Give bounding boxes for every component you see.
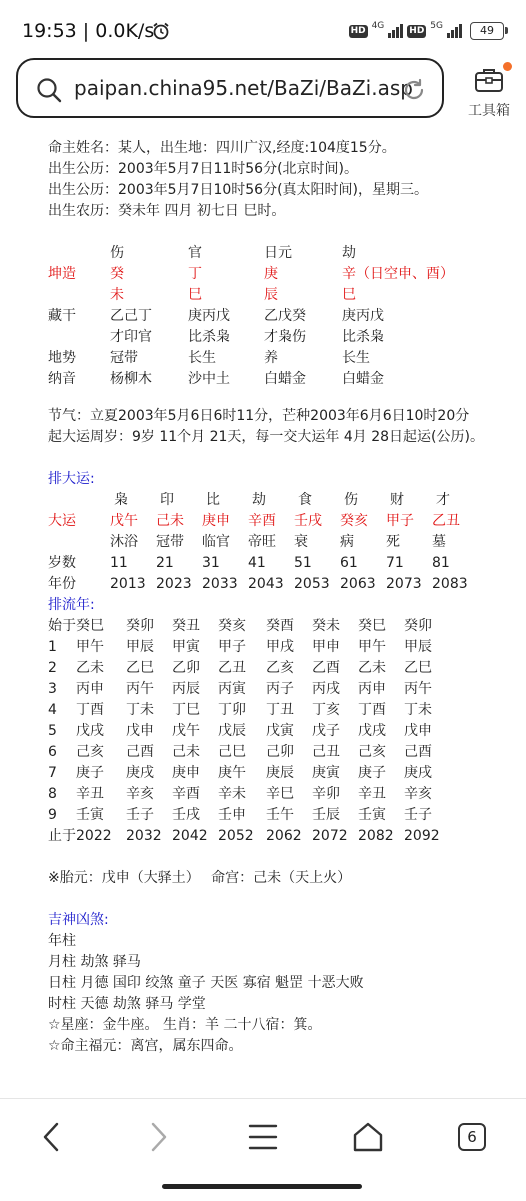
qiyun-line: 起大运周岁：9岁 11个月 21天，每一交大运年 4月 28日起运(公历)。 [48, 429, 484, 445]
liunian-start-1: 癸卯 [126, 618, 154, 634]
info-name: 命主姓名：某人，出生地：四川广汉,经度:104度15分。 [48, 140, 396, 156]
liunian-start-7: 癸卯 [404, 618, 432, 634]
liunian-cell-5: 乙酉 [312, 660, 340, 676]
dayun-ganzhi-2: 庚申 [202, 513, 230, 529]
canggan-label: 藏干 [48, 308, 76, 324]
liunian-cell-7: 戊申 [404, 723, 432, 739]
dayun-label: 大运 [48, 513, 76, 529]
liunian-cell-6: 丙申 [358, 681, 386, 697]
canggan-month: 庚丙戊 [188, 308, 230, 324]
liunian-cell-2: 丙辰 [172, 681, 200, 697]
shishen-7: 才 [436, 492, 450, 508]
dayun-year-4: 2053 [294, 576, 330, 592]
liunian-row-number: 2 [48, 660, 57, 676]
dayun-ganzhi-6: 甲子 [386, 513, 414, 529]
liunian-cell-2: 乙卯 [172, 660, 200, 676]
dayun-ganzhi-4: 壬戌 [294, 513, 322, 529]
canggan-ss-month: 比杀枭 [188, 329, 230, 345]
liunian-cell-1: 壬子 [126, 807, 154, 823]
liunian-cell-3: 己巳 [218, 744, 246, 760]
signal-icon [388, 24, 403, 38]
liunian-row-number: 3 [48, 681, 57, 697]
dishi-hour: 长生 [342, 350, 370, 366]
shensha-day: 日柱 月德 国印 绞煞 童子 天医 寡宿 魁罡 十恶大败 [48, 975, 364, 991]
liunian-end-5: 2072 [312, 828, 348, 844]
liunian-cell-6: 乙未 [358, 660, 386, 676]
dayun-dishi-4: 衰 [294, 534, 308, 550]
liunian-cell-0: 壬寅 [76, 807, 104, 823]
dayun-dishi-3: 帝旺 [248, 534, 276, 550]
dayun-year-5: 2063 [340, 576, 376, 592]
liunian-cell-6: 丁酉 [358, 702, 386, 718]
liunian-cell-6: 戊戌 [358, 723, 386, 739]
dizhi-month: 巳 [188, 287, 202, 303]
home-icon[interactable] [352, 1121, 384, 1157]
liunian-cell-3: 辛未 [218, 786, 246, 802]
liunian-cell-0: 己亥 [76, 744, 104, 760]
liunian-cell-0: 丁酉 [76, 702, 104, 718]
liunian-start-2: 癸丑 [172, 618, 200, 634]
tiangan-month: 丁 [188, 266, 202, 282]
dayun-ganzhi-5: 癸亥 [340, 513, 368, 529]
liunian-cell-3: 乙丑 [218, 660, 246, 676]
tiangan-hour: 辛（日空申、酉） [342, 266, 454, 282]
toolbox-label: 工具箱 [468, 103, 510, 119]
dayun-ganzhi-3: 辛酉 [248, 513, 276, 529]
liunian-cell-7: 甲辰 [404, 639, 432, 655]
network-type-1: 4G [371, 21, 385, 31]
liunian-cell-3: 丙寅 [218, 681, 246, 697]
liunian-cell-7: 己酉 [404, 744, 432, 760]
dizhi-day: 辰 [264, 287, 278, 303]
liunian-row-number: 9 [48, 807, 57, 823]
forward-icon[interactable] [146, 1121, 170, 1157]
shishen-4: 食 [298, 492, 312, 508]
dayun-age-5: 61 [340, 555, 358, 571]
liunian-start-0: 癸巳 [76, 618, 104, 634]
liunian-cell-7: 辛亥 [404, 786, 432, 802]
battery-icon: 49 [470, 22, 504, 40]
dayun-title[interactable]: 排大运: [48, 471, 95, 487]
liunian-end-0: 2022 [76, 828, 112, 844]
dayun-dishi-0: 沐浴 [110, 534, 138, 550]
dayun-year-6: 2073 [386, 576, 422, 592]
dayun-ganzhi-1: 己未 [156, 513, 184, 529]
toolbox-button[interactable] [460, 62, 518, 122]
liunian-end-7: 2092 [404, 828, 440, 844]
shishen-year: 伤 [110, 245, 124, 261]
dayun-year-2: 2033 [202, 576, 238, 592]
liunian-cell-7: 壬子 [404, 807, 432, 823]
dishi-label: 地势 [48, 350, 76, 366]
liunian-cell-5: 辛卯 [312, 786, 340, 802]
dayun-age-4: 51 [294, 555, 312, 571]
shensha-title[interactable]: 吉神凶煞: [48, 912, 109, 928]
liunian-cell-1: 丙午 [126, 681, 154, 697]
dayun-year-3: 2043 [248, 576, 284, 592]
tabs-button[interactable]: 6 [458, 1123, 486, 1151]
liunian-cell-5: 壬辰 [312, 807, 340, 823]
jieqi-line: 节气：立夏2003年5月6日6时11分，芒种2003年6月6日10时20分 [48, 408, 470, 424]
nayin-year: 杨柳木 [110, 371, 152, 387]
liunian-end-label: 止于 [48, 828, 76, 844]
liunian-cell-4: 己卯 [266, 744, 294, 760]
liunian-cell-7: 丁未 [404, 702, 432, 718]
liunian-cell-6: 庚子 [358, 765, 386, 781]
dayun-age-7: 81 [432, 555, 450, 571]
year-label: 年份 [48, 576, 76, 592]
liunian-cell-4: 辛巳 [266, 786, 294, 802]
nayin-month: 沙中土 [188, 371, 230, 387]
liunian-cell-6: 甲午 [358, 639, 386, 655]
liunian-cell-2: 己未 [172, 744, 200, 760]
liunian-cell-3: 庚午 [218, 765, 246, 781]
canggan-ss-year: 才印官 [110, 329, 152, 345]
liunian-cell-1: 辛亥 [126, 786, 154, 802]
liunian-cell-5: 甲申 [312, 639, 340, 655]
reload-icon[interactable] [402, 78, 426, 106]
back-icon[interactable] [40, 1121, 64, 1157]
liunian-start-4: 癸酉 [266, 618, 294, 634]
canggan-ss-day: 才枭伤 [264, 329, 306, 345]
shishen-5: 伤 [344, 492, 358, 508]
liunian-cell-2: 辛酉 [172, 786, 200, 802]
liunian-start-5: 癸未 [312, 618, 340, 634]
shishen-0: 枭 [114, 492, 128, 508]
liunian-cell-3: 壬申 [218, 807, 246, 823]
liunian-cell-0: 甲午 [76, 639, 104, 655]
nayin-day: 白蜡金 [264, 371, 306, 387]
liunian-cell-0: 戊戌 [76, 723, 104, 739]
dizhi-hour: 巳 [342, 287, 356, 303]
liunian-cell-4: 壬午 [266, 807, 294, 823]
shensha-month: 月柱 劫煞 驿马 [48, 954, 141, 970]
liunian-end-4: 2062 [266, 828, 302, 844]
xingzuo-line: ☆星座：金牛座。 生肖：羊 二十八宿：箕。 [48, 1017, 322, 1033]
shishen-3: 劫 [252, 492, 266, 508]
liunian-cell-2: 戊午 [172, 723, 200, 739]
dayun-dishi-7: 墓 [432, 534, 446, 550]
liunian-cell-1: 丁未 [126, 702, 154, 718]
liunian-end-6: 2082 [358, 828, 394, 844]
liunian-cell-2: 壬戌 [172, 807, 200, 823]
dayun-year-1: 2023 [156, 576, 192, 592]
dayun-age-6: 71 [386, 555, 404, 571]
dayun-dishi-2: 临官 [202, 534, 230, 550]
liunian-cell-3: 甲子 [218, 639, 246, 655]
tiangan-year: 癸 [110, 266, 124, 282]
hd-icon: HD [350, 25, 366, 36]
kunzao-label: 坤造 [48, 266, 76, 282]
status-time: 19:53 | 0.0K/s [22, 20, 155, 42]
liunian-start-3: 癸亥 [218, 618, 246, 634]
liunian-cell-7: 丙午 [404, 681, 432, 697]
liunian-cell-2: 丁巳 [172, 702, 200, 718]
liunian-cell-0: 辛丑 [76, 786, 104, 802]
dayun-ganzhi-7: 乙丑 [432, 513, 460, 529]
liunian-cell-4: 乙亥 [266, 660, 294, 676]
nayin-hour: 白蜡金 [342, 371, 384, 387]
shishen-6: 财 [390, 492, 404, 508]
liunian-cell-1: 乙巳 [126, 660, 154, 676]
liunian-cell-6: 壬寅 [358, 807, 386, 823]
signal-icon-2 [447, 24, 462, 38]
canggan-hour: 庚丙戊 [342, 308, 384, 324]
dayun-dishi-5: 病 [340, 534, 354, 550]
nayin-label: 纳音 [48, 371, 76, 387]
liunian-cell-5: 戊子 [312, 723, 340, 739]
liunian-cell-6: 己亥 [358, 744, 386, 760]
liunian-start-6: 癸巳 [358, 618, 386, 634]
liunian-cell-3: 戊辰 [218, 723, 246, 739]
liunian-cell-4: 丙子 [266, 681, 294, 697]
notification-dot [503, 62, 512, 71]
search-icon [36, 77, 62, 107]
alarm-icon [152, 22, 170, 44]
liunian-cell-1: 戊申 [126, 723, 154, 739]
dayun-age-0: 11 [110, 555, 128, 571]
shishen-hour: 劫 [342, 245, 356, 261]
dayun-age-1: 21 [156, 555, 174, 571]
status-bar [0, 0, 526, 56]
liunian-row-number: 5 [48, 723, 57, 739]
liunian-end-1: 2032 [126, 828, 162, 844]
info-lunar: 出生农历：癸未年 四月 初七日 巳时。 [48, 203, 286, 219]
liunian-cell-1: 己酉 [126, 744, 154, 760]
dizhi-year: 未 [110, 287, 124, 303]
dayun-dishi-6: 死 [386, 534, 400, 550]
shishen-day: 日元 [264, 245, 292, 261]
liunian-cell-1: 甲辰 [126, 639, 154, 655]
liunian-cell-5: 丙戌 [312, 681, 340, 697]
dishi-month: 长生 [188, 350, 216, 366]
liunian-cell-5: 丁亥 [312, 702, 340, 718]
dayun-ganzhi-0: 戊午 [110, 513, 138, 529]
liunian-cell-4: 戊寅 [266, 723, 294, 739]
dishi-year: 冠带 [110, 350, 138, 366]
shensha-year: 年柱 [48, 933, 76, 949]
liunian-cell-3: 丁卯 [218, 702, 246, 718]
home-indicator[interactable] [162, 1184, 362, 1189]
liunian-cell-0: 乙未 [76, 660, 104, 676]
canggan-year: 乙己丁 [110, 308, 152, 324]
hd-icon-2: HD [409, 25, 425, 36]
liunian-row-number: 7 [48, 765, 57, 781]
liunian-cell-1: 庚戌 [126, 765, 154, 781]
age-label: 岁数 [48, 555, 76, 571]
menu-icon[interactable] [248, 1121, 278, 1157]
dayun-year-0: 2013 [110, 576, 146, 592]
liunian-row-number: 1 [48, 639, 57, 655]
shishen-1: 印 [160, 492, 174, 508]
tiangan-day: 庚 [264, 266, 278, 282]
dayun-dishi-1: 冠带 [156, 534, 184, 550]
url-text: paipan.china95.net/BaZi/BaZi.asp [74, 76, 413, 100]
liunian-cell-4: 丁丑 [266, 702, 294, 718]
info-solar-true: 出生公历：2003年5月7日10时56分(真太阳时间)，星期三。 [48, 182, 428, 198]
canggan-day: 乙戊癸 [264, 308, 306, 324]
liunian-title[interactable]: 排流年: [48, 597, 95, 613]
liunian-start-label: 始于 [48, 618, 76, 634]
liunian-end-2: 2042 [172, 828, 208, 844]
liunian-cell-5: 己丑 [312, 744, 340, 760]
network-type-2: 5G [430, 21, 443, 31]
info-solar-beijing: 出生公历：2003年5月7日11时56分(北京时间)。 [48, 161, 358, 177]
liunian-cell-0: 庚子 [76, 765, 104, 781]
toolbox-icon [474, 66, 504, 98]
liunian-cell-0: 丙申 [76, 681, 104, 697]
shishen-2: 比 [206, 492, 220, 508]
dayun-age-3: 41 [248, 555, 266, 571]
dayun-age-2: 31 [202, 555, 220, 571]
liunian-cell-2: 甲寅 [172, 639, 200, 655]
canggan-ss-hour: 比杀枭 [342, 329, 384, 345]
address-bar[interactable] [16, 58, 444, 118]
liunian-cell-5: 庚寅 [312, 765, 340, 781]
liunian-cell-2: 庚申 [172, 765, 200, 781]
liunian-cell-4: 甲戌 [266, 639, 294, 655]
liunian-row-number: 4 [48, 702, 57, 718]
taiyuan-minggong: ※胎元：戊申（大驿土） 命宫：己未（天上火） [48, 870, 352, 886]
dayun-year-7: 2083 [432, 576, 468, 592]
shishen-month: 官 [188, 245, 202, 261]
shensha-hour: 时柱 天德 劫煞 驿马 学堂 [48, 996, 206, 1012]
fuyuan-line: ☆命主福元：离宫，属东四命。 [48, 1038, 243, 1054]
liunian-cell-4: 庚辰 [266, 765, 294, 781]
liunian-cell-6: 辛丑 [358, 786, 386, 802]
liunian-row-number: 6 [48, 744, 57, 760]
liunian-cell-7: 乙巳 [404, 660, 432, 676]
liunian-row-number: 8 [48, 786, 57, 802]
dishi-day: 养 [264, 350, 278, 366]
liunian-cell-7: 庚戌 [404, 765, 432, 781]
liunian-end-3: 2052 [218, 828, 254, 844]
